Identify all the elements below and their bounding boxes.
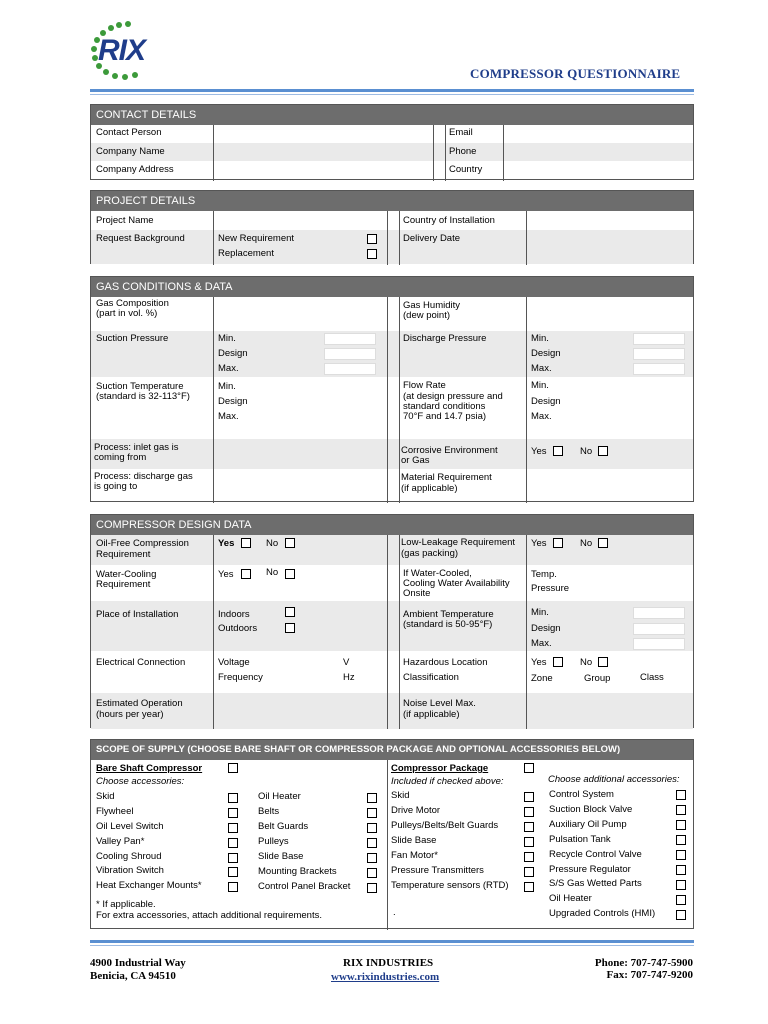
oil-free-no-checkbox[interactable] (285, 538, 295, 548)
discharge-pressure-min-field[interactable] (633, 333, 685, 345)
suction-temp-max-label: Max. (218, 411, 239, 422)
replacement-label: Replacement (218, 248, 274, 259)
material-requirement-label: Material Requirement (401, 472, 492, 483)
water-cooling-label: Water-Cooling (96, 569, 157, 580)
footer-address-line-2: Benicia, CA 94510 (90, 970, 176, 982)
accessory-mounting-brackets-checkbox[interactable] (367, 868, 377, 878)
discharge-pressure-design-label: Design (531, 348, 561, 359)
oil-free-label: Oil-Free Compression (96, 538, 189, 549)
accessory-oil-heater-label: Oil Heater (258, 791, 301, 802)
water-cooling-yes-checkbox[interactable] (241, 569, 251, 579)
email-field[interactable] (505, 126, 691, 142)
accessory-vibration-switch-checkbox[interactable] (228, 867, 238, 877)
contact-person-field[interactable] (215, 126, 431, 142)
bare-shaft-compressor-checkbox[interactable] (228, 763, 238, 773)
oil-free-label-2: Requirement (96, 549, 151, 560)
additional-pulsation-tank-label: Pulsation Tank (549, 834, 611, 845)
additional-recycle-control-valve-label: Recycle Control Valve (549, 849, 642, 860)
discharge-gas-label-2: is going to (94, 481, 138, 492)
cooling-water-availability-label: Cooling Water Availability (403, 578, 510, 589)
suction-pressure-label: Suction Pressure (96, 333, 169, 344)
additional-pressure-regulator-label: Pressure Regulator (549, 864, 631, 875)
indoors-checkbox[interactable] (285, 607, 295, 617)
country-installation-field[interactable] (528, 212, 692, 228)
ambient-min-field[interactable] (633, 607, 685, 619)
company-address-field[interactable] (215, 162, 431, 178)
water-cooling-no-label: No (266, 567, 279, 578)
footer-website-link[interactable]: www.rixindustries.com (331, 971, 440, 983)
noise-level-label: Noise Level Max. (403, 698, 476, 709)
water-temp-label: Temp. (531, 569, 557, 580)
bare-shaft-compressor-label: Bare Shaft Compressor (96, 763, 203, 774)
corrosive-environment-label-2: or Gas (401, 455, 430, 466)
ambient-design-field[interactable] (633, 623, 685, 635)
voltage-label: Voltage (218, 657, 250, 668)
water-cooling-yes-label: Yes (218, 569, 234, 580)
hazard-yes-checkbox[interactable] (553, 657, 563, 667)
accessory-heat-exchanger-mounts-label: Heat Exchanger Mounts* (96, 880, 202, 891)
project-name-field[interactable] (215, 212, 385, 228)
rix-logo (88, 20, 170, 82)
corrosive-yes-label: Yes (531, 446, 547, 457)
gas-composition-note: (part in vol. %) (96, 308, 158, 319)
accessory-belt-guards-checkbox[interactable] (367, 823, 377, 833)
extra-accessories-note: For extra accessories, attach additional requirements. (96, 910, 322, 921)
accessory-oil-heater-checkbox[interactable] (367, 793, 377, 803)
additional-suction-block-valve-checkbox[interactable] (676, 805, 686, 815)
inlet-gas-label-2: coming from (94, 452, 147, 463)
accessory-belts-checkbox[interactable] (367, 808, 377, 818)
additional-control-system-label: Control System (549, 789, 614, 800)
new-requirement-label: New Requirement (218, 233, 295, 244)
accessory-belt-guards-label: Belt Guards (258, 821, 309, 832)
suction-pressure-design-field[interactable] (324, 348, 376, 360)
suction-temperature-label: Suction Temperature (96, 381, 184, 392)
package-dot: . (393, 907, 396, 918)
low-leakage-no-label: No (580, 538, 593, 549)
contact-person-label: Contact Person (96, 127, 162, 138)
project-details-heading: PROJECT DETAILS (91, 191, 693, 211)
suction-pressure-min-field[interactable] (324, 333, 376, 345)
flow-rate-note-2: standard conditions (403, 401, 486, 412)
corrosive-yes-checkbox[interactable] (553, 446, 563, 456)
onsite-label: Onsite (403, 588, 431, 599)
footer-fax: Fax: 707-747-9200 (606, 969, 693, 981)
scope-of-supply-heading: SCOPE OF SUPPLY (CHOOSE BARE SHAFT OR COMPRESSOR PACKAGE AND OPTIONAL ACCESSORIES BELOW) (91, 740, 693, 760)
replacement-checkbox[interactable] (367, 249, 377, 259)
suction-temperature-note: (standard is 32-113°F) (96, 391, 190, 402)
additional-recycle-control-valve-checkbox[interactable] (676, 850, 686, 860)
contact-details-heading: CONTACT DETAILS (91, 105, 693, 125)
discharge-pressure-max-label: Max. (531, 363, 552, 374)
accessory-mounting-brackets-label: Mounting Brackets (258, 866, 337, 877)
additional-upgraded-controls-label: Upgraded Controls (HMI) (549, 908, 656, 919)
project-details-section (90, 190, 694, 264)
additional-upgraded-controls-checkbox[interactable] (676, 910, 686, 920)
suction-pressure-min-label: Min. (218, 333, 236, 344)
package-slide-base-checkbox[interactable] (524, 837, 534, 847)
if-water-cooled-label: If Water-Cooled, (403, 568, 472, 579)
inlet-gas-label: Process: inlet gas is (94, 442, 179, 453)
country-installation-label: Country of Installation (403, 215, 495, 226)
accessory-pulleys-checkbox[interactable] (367, 838, 377, 848)
accessory-belts-label: Belts (258, 806, 280, 817)
package-drive-motor-label: Drive Motor (391, 805, 441, 816)
classification-label: Classification (403, 672, 459, 683)
logo-text: RIX (98, 34, 146, 67)
company-name-label: Company Name (96, 146, 165, 157)
additional-auxiliary-oil-pump-label: Auxiliary Oil Pump (549, 819, 627, 830)
outdoors-checkbox[interactable] (285, 623, 295, 633)
additional-pulsation-tank-checkbox[interactable] (676, 835, 686, 845)
electrical-connection-label: Electrical Connection (96, 657, 186, 668)
suction-pressure-max-field[interactable] (324, 363, 376, 375)
gas-humidity-label: Gas Humidity (403, 300, 461, 311)
compressor-package-label: Compressor Package (391, 763, 489, 774)
estimated-operation-label: Estimated Operation (96, 698, 183, 709)
package-pressure-transmitters-label: Pressure Transmitters (391, 865, 484, 876)
voltage-unit: V (343, 657, 350, 668)
accessory-cooling-shroud-checkbox[interactable] (228, 853, 238, 863)
header-rule-thin (90, 94, 694, 95)
package-pulleys-belts-label: Pulleys/Belts/Belt Guards (391, 820, 499, 831)
additional-ss-gas-wetted-parts-label: S/S Gas Wetted Parts (549, 878, 642, 889)
footer-phone: Phone: 707-747-5900 (594, 957, 693, 969)
accessory-control-panel-bracket-checkbox[interactable] (367, 883, 377, 893)
ambient-temperature-note: (standard is 50-95°F) (403, 619, 493, 630)
accessory-valley-pan-checkbox[interactable] (228, 838, 238, 848)
ambient-max-label: Max. (531, 638, 552, 649)
indoors-label: Indoors (218, 609, 250, 620)
corrosive-environment-label: Corrosive Environment (401, 445, 498, 456)
frequency-label: Frequency (218, 672, 263, 683)
frequency-unit: Hz (343, 672, 355, 683)
phone-field[interactable] (505, 144, 691, 160)
scope-of-supply-section (90, 739, 694, 929)
ambient-min-label: Min. (531, 607, 549, 618)
accessory-valley-pan-label: Valley Pan* (96, 836, 145, 847)
footer-address-line-1: 4900 Industrial Way (90, 957, 186, 969)
suction-temp-design-label: Design (218, 396, 248, 407)
water-pressure-label: Pressure (531, 583, 570, 594)
oil-free-no-label: No (266, 538, 279, 549)
water-cooling-no-checkbox[interactable] (285, 569, 295, 579)
compressor-package-checkbox[interactable] (524, 763, 534, 773)
accessory-oil-level-switch-checkbox[interactable] (228, 823, 238, 833)
new-requirement-checkbox[interactable] (367, 234, 377, 244)
accessory-control-panel-bracket-label: Control Panel Bracket (258, 881, 351, 892)
accessory-vibration-switch-label: Vibration Switch (96, 865, 164, 876)
page-title: COMPRESSOR QUESTIONNAIRE (470, 66, 681, 81)
ambient-max-field[interactable] (633, 638, 685, 650)
accessory-slide-base-label: Slide Base (258, 851, 304, 862)
footer-company-name: RIX INDUSTRIES (343, 957, 434, 969)
zone-label: Zone (531, 673, 553, 684)
low-leakage-yes-label: Yes (531, 538, 547, 549)
flow-rate-note-3: 70°F and 14.7 psia) (403, 411, 487, 422)
additional-oil-heater-checkbox[interactable] (676, 895, 686, 905)
water-cooling-label-2: Requirement (96, 579, 151, 590)
choose-accessories-label: Choose accessories: (96, 776, 185, 787)
class-label: Class (640, 672, 664, 683)
discharge-pressure-label: Discharge Pressure (403, 333, 487, 344)
gas-conditions-heading: GAS CONDITIONS & DATA (91, 277, 693, 297)
additional-auxiliary-oil-pump-checkbox[interactable] (676, 820, 686, 830)
accessory-pulleys-label: Pulleys (258, 836, 289, 847)
additional-suction-block-valve-label: Suction Block Valve (549, 804, 633, 815)
flow-rate-min-label: Min. (531, 380, 549, 391)
place-of-installation-label: Place of Installation (96, 609, 179, 620)
suction-temp-min-label: Min. (218, 381, 236, 392)
hazardous-location-label: Hazardous Location (403, 657, 488, 668)
footer-rule (90, 940, 694, 943)
accessory-skid-checkbox[interactable] (228, 793, 238, 803)
low-leakage-no-checkbox[interactable] (598, 538, 608, 548)
package-skid-label: Skid (391, 790, 410, 801)
flow-rate-note-1: (at design pressure and (403, 391, 503, 402)
package-slide-base-label: Slide Base (391, 835, 437, 846)
package-pressure-transmitters-checkbox[interactable] (524, 867, 534, 877)
suction-pressure-max-label: Max. (218, 363, 239, 374)
additional-control-system-checkbox[interactable] (676, 790, 686, 800)
accessory-flywheel-label: Flywheel (96, 806, 134, 817)
compressor-design-section (90, 514, 694, 728)
low-leakage-yes-checkbox[interactable] (553, 538, 563, 548)
footer-rule-thin (90, 945, 694, 946)
group-label: Group (584, 673, 611, 684)
accessory-oil-level-switch-label: Oil Level Switch (96, 821, 164, 832)
accessory-slide-base-checkbox[interactable] (367, 853, 377, 863)
oil-free-yes-checkbox[interactable] (241, 538, 251, 548)
package-skid-checkbox[interactable] (524, 792, 534, 802)
discharge-pressure-max-field[interactable] (633, 363, 685, 375)
ambient-temperature-label: Ambient Temperature (403, 609, 494, 620)
additional-ss-gas-wetted-parts-checkbox[interactable] (676, 880, 686, 890)
company-name-field[interactable] (215, 144, 431, 160)
suction-pressure-design-label: Design (218, 348, 248, 359)
package-temperature-sensors-label: Temperature sensors (RTD) (391, 880, 509, 891)
included-if-checked-label: Included if checked above: (391, 776, 504, 787)
low-leakage-note: (gas packing) (401, 548, 459, 559)
project-name-label: Project Name (96, 215, 154, 226)
package-fan-motor-label: Fan Motor* (391, 850, 438, 861)
accessory-heat-exchanger-mounts-checkbox[interactable] (228, 882, 238, 892)
email-label: Email (449, 127, 473, 138)
header-rule (90, 89, 694, 92)
gas-humidity-note: (dew point) (403, 310, 450, 321)
noise-level-note: (if applicable) (403, 709, 460, 720)
flow-rate-label: Flow Rate (403, 380, 446, 391)
corrosive-no-checkbox[interactable] (598, 446, 608, 456)
request-background-label: Request Background (96, 233, 185, 244)
country-label: Country (449, 164, 483, 175)
discharge-pressure-design-field[interactable] (633, 348, 685, 360)
estimated-operation-note: (hours per year) (96, 709, 164, 720)
hazard-no-label: No (580, 657, 593, 668)
discharge-gas-label: Process: discharge gas (94, 471, 193, 482)
delivery-date-label: Delivery Date (403, 233, 461, 244)
hazard-yes-label: Yes (531, 657, 547, 668)
accessory-cooling-shroud-label: Cooling Shroud (96, 851, 162, 862)
package-pulleys-belts-checkbox[interactable] (524, 822, 534, 832)
outdoors-label: Outdoors (218, 623, 258, 634)
package-drive-motor-checkbox[interactable] (524, 807, 534, 817)
low-leakage-label: Low-Leakage Requirement (401, 537, 516, 548)
additional-pressure-regulator-checkbox[interactable] (676, 865, 686, 875)
company-address-label: Company Address (96, 164, 174, 175)
package-temperature-sensors-checkbox[interactable] (524, 882, 534, 892)
package-fan-motor-checkbox[interactable] (524, 852, 534, 862)
accessory-skid-label: Skid (96, 791, 115, 802)
gas-composition-label: Gas Composition (96, 298, 169, 309)
flow-rate-design-label: Design (531, 396, 561, 407)
contact-details-section (90, 104, 694, 180)
corrosive-no-label: No (580, 446, 593, 457)
discharge-pressure-min-label: Min. (531, 333, 549, 344)
material-requirement-note: (if applicable) (401, 483, 458, 494)
ambient-design-label: Design (531, 623, 561, 634)
accessory-flywheel-checkbox[interactable] (228, 808, 238, 818)
compressor-design-heading: COMPRESSOR DESIGN DATA (91, 515, 693, 535)
hazard-no-checkbox[interactable] (598, 657, 608, 667)
gas-conditions-section (90, 276, 694, 502)
flow-rate-max-label: Max. (531, 411, 552, 422)
additional-oil-heater-label: Oil Heater (549, 893, 592, 904)
oil-free-yes-label: Yes (218, 538, 235, 549)
country-field[interactable] (505, 162, 691, 178)
if-applicable-note: * If applicable. (96, 899, 156, 910)
delivery-date-field[interactable] (528, 231, 692, 247)
phone-label: Phone (449, 146, 477, 157)
choose-additional-accessories-label: Choose additional accessories: (548, 774, 680, 785)
